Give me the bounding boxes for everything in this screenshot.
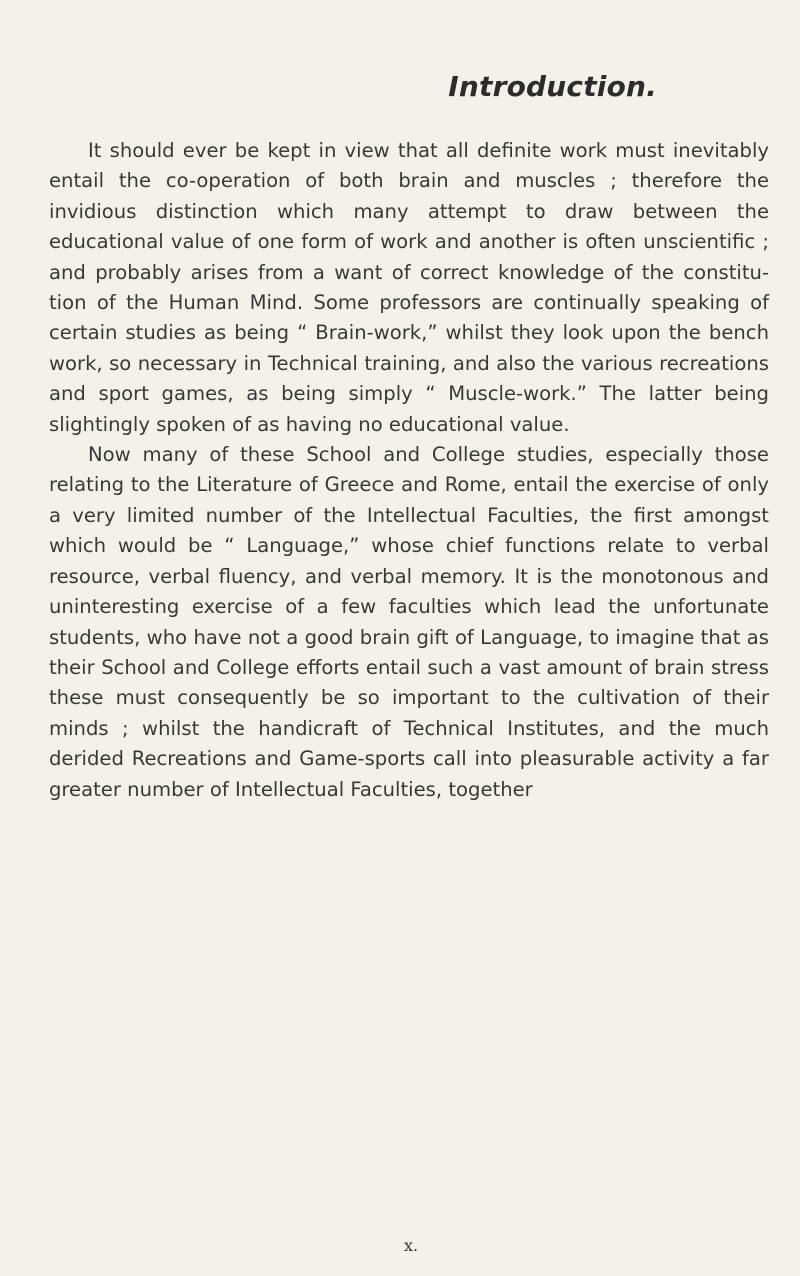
- paragraph-2: Now many of these School and College studies, especially those relating to the Literature of Greece and Rome, entail the exercise of only a very limited number of the Intellectual Faculties, the first amongst which would be “ Language,” whose chief functions relate to verbal resource, verbal fluency, and verbal memory. It is the monotonous and uninteresting exercise of a few faculties which lead the unfortunate students, who have not a good brain gift of Language, to imagine that as their School and College efforts entail such a vast amount of brain stress these must consequently be so important to the cultivation of their minds ; whilst the handicraft of Technical Institutes, and the much derided Recreations and Game-sports call into pleasurable activity a far greater number of Intellectual Faculties, together: [49, 443, 769, 801]
- running-header: Introduction.: [448, 70, 657, 103]
- body-text: [49, 136, 769, 805]
- paragraph-1: It should ever be kept in view that all definite work must inevitably entail the co-operation of both brain and muscles ; therefore the invidious distinction which many attempt to draw between the educational value of one form of work and another is often unscientific ; and probably arises from a want of correct knowledge of the constitu-tion of the Human Mind. Some professors are continually speaking of certain studies as being “ Brain-work,” whilst they look upon the bench work, so necessary in Technical training, and also the various recreations and sport games, as being simply “ Muscle-work.” The latter being slightingly spoken of as having no educational value.: [49, 139, 769, 436]
- page-number: x.: [403, 1236, 419, 1255]
